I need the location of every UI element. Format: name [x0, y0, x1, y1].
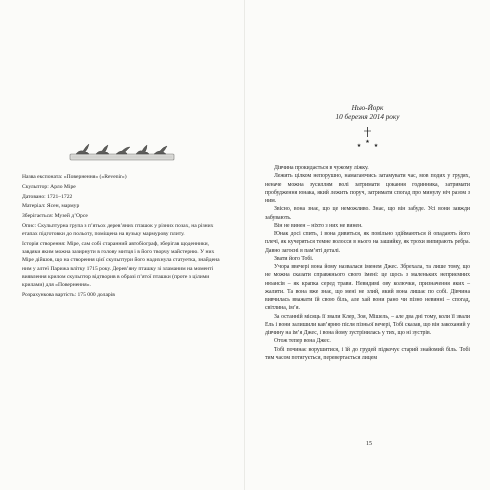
svg-text:★: ★ [365, 139, 370, 145]
chapter-body [265, 164, 470, 362]
chapter-date: 10 березня 2014 року [335, 113, 400, 121]
exhibit-metadata [22, 173, 224, 301]
paragraph: Юнак досі спить, і вона дивиться, як повільно здіймаються й опадають його плечі, як кучеряться темне волосся в нього на зашийку, як трохи випирають ребра. Давно загоєні в пам’яті деталі. [265, 231, 470, 254]
svg-text:★: ★ [356, 143, 362, 149]
paragraph: Дівчина прокидається в чужому ліжку. [274, 165, 369, 171]
star-ornament-icon [265, 126, 470, 152]
meta-history: Історія створення: Міре, сам собі старанний автобіограф, зберігав щоденники, завдяки яким можна зазирнути в голову митця і в його творчу майстерню. У них Міре дійшов, що на створення цієї скульптури його надихнула статуетка, знайдена ним у алтеї Парижа влітку 1715 року. Дерев’яну пташку зі зламаним на моменті виявлення крилом скульптор відтворив в образі п’ятої пташки (проте з цілими крилами) для «Повернення». [22, 240, 220, 288]
paragraph: За останній місяць її звали Клер, Зоя, Мішель, – але два дні тому, коли її звали Ель і вони залишили кав’ярню після пізньої вечері, Тобі сказав, що він закоханий у дівчину на ім’я Джес, і вона йому зустрінилась у тих, що ні зустрів. [265, 313, 470, 336]
paragraph: Він не винен – ніхто з них не винен. [274, 222, 363, 229]
paragraph: Учора ввечері вона йому назвалася іменем Джес. Збрехала, та лише тому, що не можна сказати справжнього свого імені: це щось з маленьких неприємних нюансів – як крапка серед трави. Невидимі ову колючки, призначення яких – жалити. Та вона вже знає, що мені не злий, який вона лишає по собі. Дівчина вивчилась вважати їй свою біль, але хай вони рано чи пізно невинні – спогад, світлина, ім’я. [265, 264, 470, 312]
paragraph: Звати його Тобі. [274, 255, 314, 262]
meta-description: Опис: Скульптурна група з п’ятьох дерев’яних пташок у різних позах, на різних етапах підготовки до польоту, поміщена на вузьку мармурову плиту. [22, 222, 214, 238]
meta-sculptor: Скульптор: Арло Міре [22, 183, 76, 190]
page-number: 15 [366, 441, 372, 447]
meta-location: Зберігається: Музей д’Орсе [22, 213, 88, 220]
svg-text:★: ★ [373, 143, 379, 149]
paragraph: Лежить цілком непорушно, намагаючись затамувати час, мов подих у грудях, неначе можна зусиллям волі затримати цокання годинника, затримати пробудження юнака, який лежить поруч, затримати спогад про минулу ніч разом з ним. [265, 173, 470, 204]
chapter-city: Нью-Йорк [351, 104, 384, 112]
paragraph: Тобі починає ворушитися, і їй до грудей підкочує старий знайомий біль. Тобі тим часом потягується, перевертається лицем [265, 346, 470, 361]
paragraph: Звісно, вона знає, що це неможливо. Знає, що він забуде. Усі вони завжди забувають. [265, 206, 470, 221]
paragraph: Отож тепер вона Джес. [274, 338, 331, 345]
meta-title: Назва експоната: «Повернення» («Revenir») [22, 174, 127, 180]
meta-dated: Датовано: 1721–1722 [22, 193, 73, 200]
bird-sculpture-illustration [66, 140, 178, 162]
meta-value: Розрахункова вартість: 175 000 доларів [22, 291, 115, 298]
meta-material: Матеріал: Ясен, мармур [22, 203, 80, 210]
chapter-heading [265, 104, 470, 122]
